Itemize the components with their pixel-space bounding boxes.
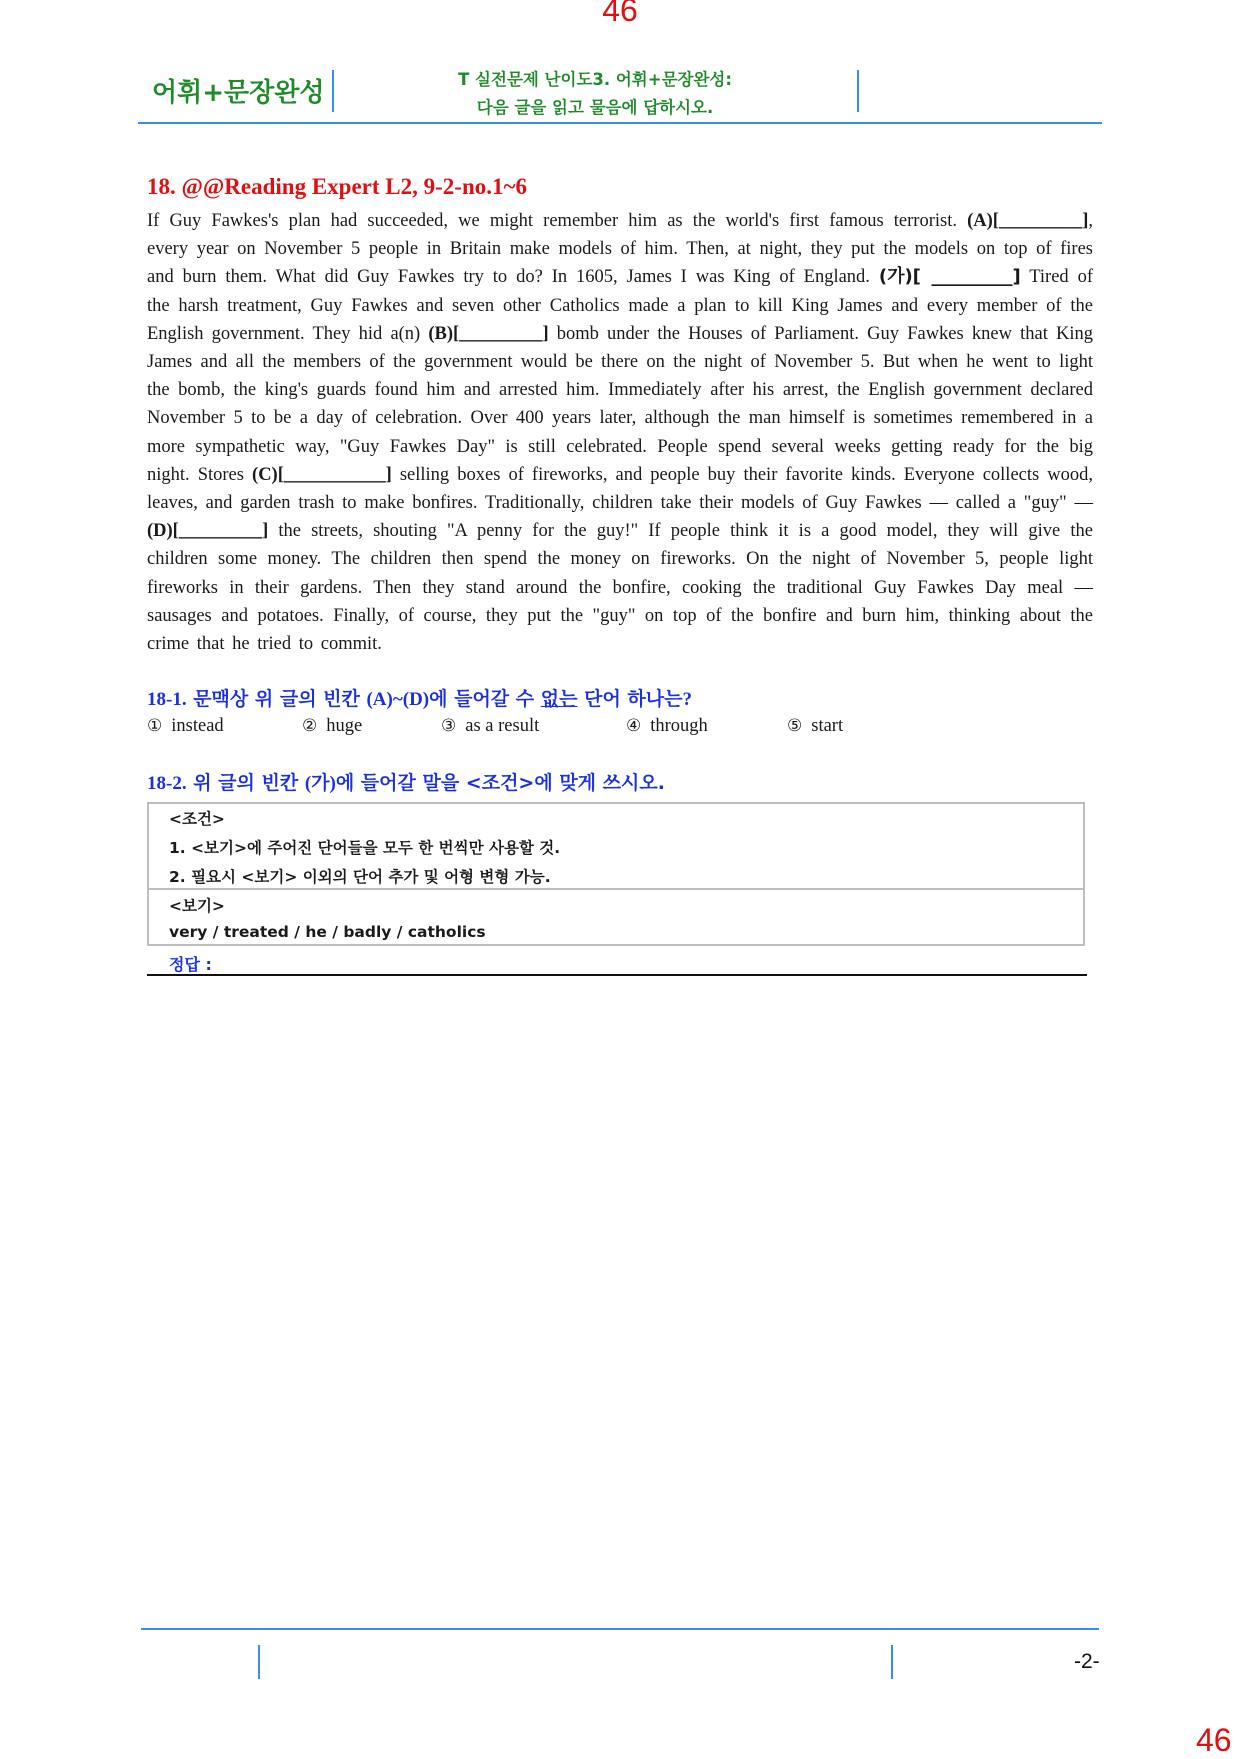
passage-text-1: If Guy Fawkes's plan had succeeded, we might remember him as the world's first famous terrorist. <box>147 211 968 231</box>
subquestion-1-number: 18-1. <box>147 689 187 710</box>
blank-b: (B)[_________] <box>428 323 549 344</box>
option-1-text: instead <box>171 716 224 736</box>
footer-divider-left <box>258 1645 260 1679</box>
conditions-divider <box>147 888 1085 890</box>
footer-rule <box>141 1628 1099 1630</box>
option-2-mark: ② <box>302 716 318 736</box>
option-5[interactable] <box>787 716 843 737</box>
header-rule <box>138 122 1102 124</box>
page-number-top: 46 <box>602 0 638 28</box>
passage-text-2: , every year on November 5 people in Britain make models of him. Then, at night, they put the models on top of fires and burn them. What did Guy Fawkes try to do? In 1605, James I was King of England. <box>147 211 1093 288</box>
header-line-2: 다음 글을 읽고 물음에 답하시오. <box>476 98 714 117</box>
option-5-text: start <box>811 716 844 736</box>
subquestion-1-blank-ref: (A)~(D) <box>366 689 430 710</box>
subquestion-1-underlined: 없는 <box>540 688 578 710</box>
option-1-mark: ① <box>147 716 163 736</box>
blank-a: (A)[_________] <box>967 211 1089 231</box>
condition-2: 2. 필요시 <보기> 이외의 단어 추가 및 어형 변형 가능. <box>169 868 551 886</box>
blank-d: (D)[_________] <box>147 521 269 542</box>
header-line-1: T 실전문제 난이도3. 어휘+문장완성: <box>458 70 732 89</box>
bogi-words: very / treated / he / badly / catholics <box>169 923 486 941</box>
answer-label: 정답 : <box>169 955 212 974</box>
subquestion-1-text-b: 에 들어갈 수 <box>429 688 541 710</box>
footer-divider-right <box>891 1645 893 1679</box>
option-5-mark: ⑤ <box>787 716 803 736</box>
subquestion-2-number: 18-2. <box>147 773 187 794</box>
page-number-bottom: 46 <box>1196 1722 1232 1758</box>
header-instructions <box>335 66 855 122</box>
passage-text-4: bomb under the Houses of Parliament. Guy Fawkes knew that King James and all the members of the government would be there on the night of November 5. But when he went to light the bomb, the king's guards found him and arrested him. Immediately after his arrest, the English government declared November 5 to be a day of celebration. Over 400 years later, although the man himself is sometimes remembered in a more sympathetic way, "Guy Fawkes Day" is still celebrated. People spend several weeks getting ready for the big night. Stores <box>147 323 1093 485</box>
subquestion-2-text-a: 위 글의 빈칸 <box>186 772 305 794</box>
option-4-text: through <box>650 716 708 736</box>
question-title: 18. @@Reading Expert L2, 9-2-no.1~6 <box>147 174 527 199</box>
header-divider-right <box>857 70 859 112</box>
conditions-title: <조건> <box>169 810 225 828</box>
blank-c: (C)[___________] <box>252 464 392 485</box>
option-4-mark: ④ <box>626 716 642 736</box>
condition-1: 1. <보기>에 주어진 단어들을 모두 한 번씩만 사용할 것. <box>169 839 561 857</box>
reading-passage <box>147 207 1093 658</box>
option-2-text: huge <box>326 716 363 736</box>
option-3-mark: ③ <box>441 716 457 736</box>
option-3-text: as a result <box>465 716 540 736</box>
blank-ga: (가)[ _________] <box>878 266 1021 288</box>
option-4[interactable] <box>626 716 708 737</box>
subquestion-1-qmark: ? <box>682 689 692 710</box>
subquestion-2 <box>147 768 665 795</box>
section-title: 어휘+문장완성 <box>152 78 325 108</box>
subquestion-1 <box>147 684 692 711</box>
subquestion-1-text-a: 문맥상 위 글의 빈칸 <box>186 688 367 710</box>
passage-text-5: selling boxes of fireworks, and people buy their favorite kinds. Everyone collects wood, leaves, and garden trash to make bonfires. Traditionally, children take their models of Guy Fawkes — called a "guy" — <box>147 464 1093 514</box>
header-divider-left <box>332 70 334 112</box>
subquestion-2-blank-ref: (가) <box>304 773 336 794</box>
footer-page-label: -2- <box>1074 1650 1100 1673</box>
option-2[interactable] <box>302 716 362 737</box>
answer-line[interactable] <box>147 974 1087 976</box>
subquestion-1-text-c: 단어 하나는 <box>577 688 683 710</box>
passage-text-6: the streets, shouting "A penny for the guy!" If people think it is a good model, they will give the children some money. The children then spend the money on fireworks. On the night of November 5, people light fireworks in their gardens. Then they stand around the bonfire, cooking the traditional Guy Fawkes Day meal — sausages and potatoes. Finally, of course, they put the "guy" on top of the bonfire and burn him, thinking about the crime that he tried to commit. <box>147 521 1093 655</box>
bogi-title: <보기> <box>169 897 225 915</box>
option-1[interactable] <box>147 716 224 737</box>
passage-text-3: Tired of the harsh treatment, Guy Fawkes and seven other Catholics made a plan to kill King James and every member of the English government. They hid a(n) <box>147 267 1093 344</box>
option-3[interactable] <box>441 716 539 737</box>
subquestion-2-text-b: 에 들어갈 말을 <조건>에 맞게 쓰시오. <box>335 772 665 794</box>
